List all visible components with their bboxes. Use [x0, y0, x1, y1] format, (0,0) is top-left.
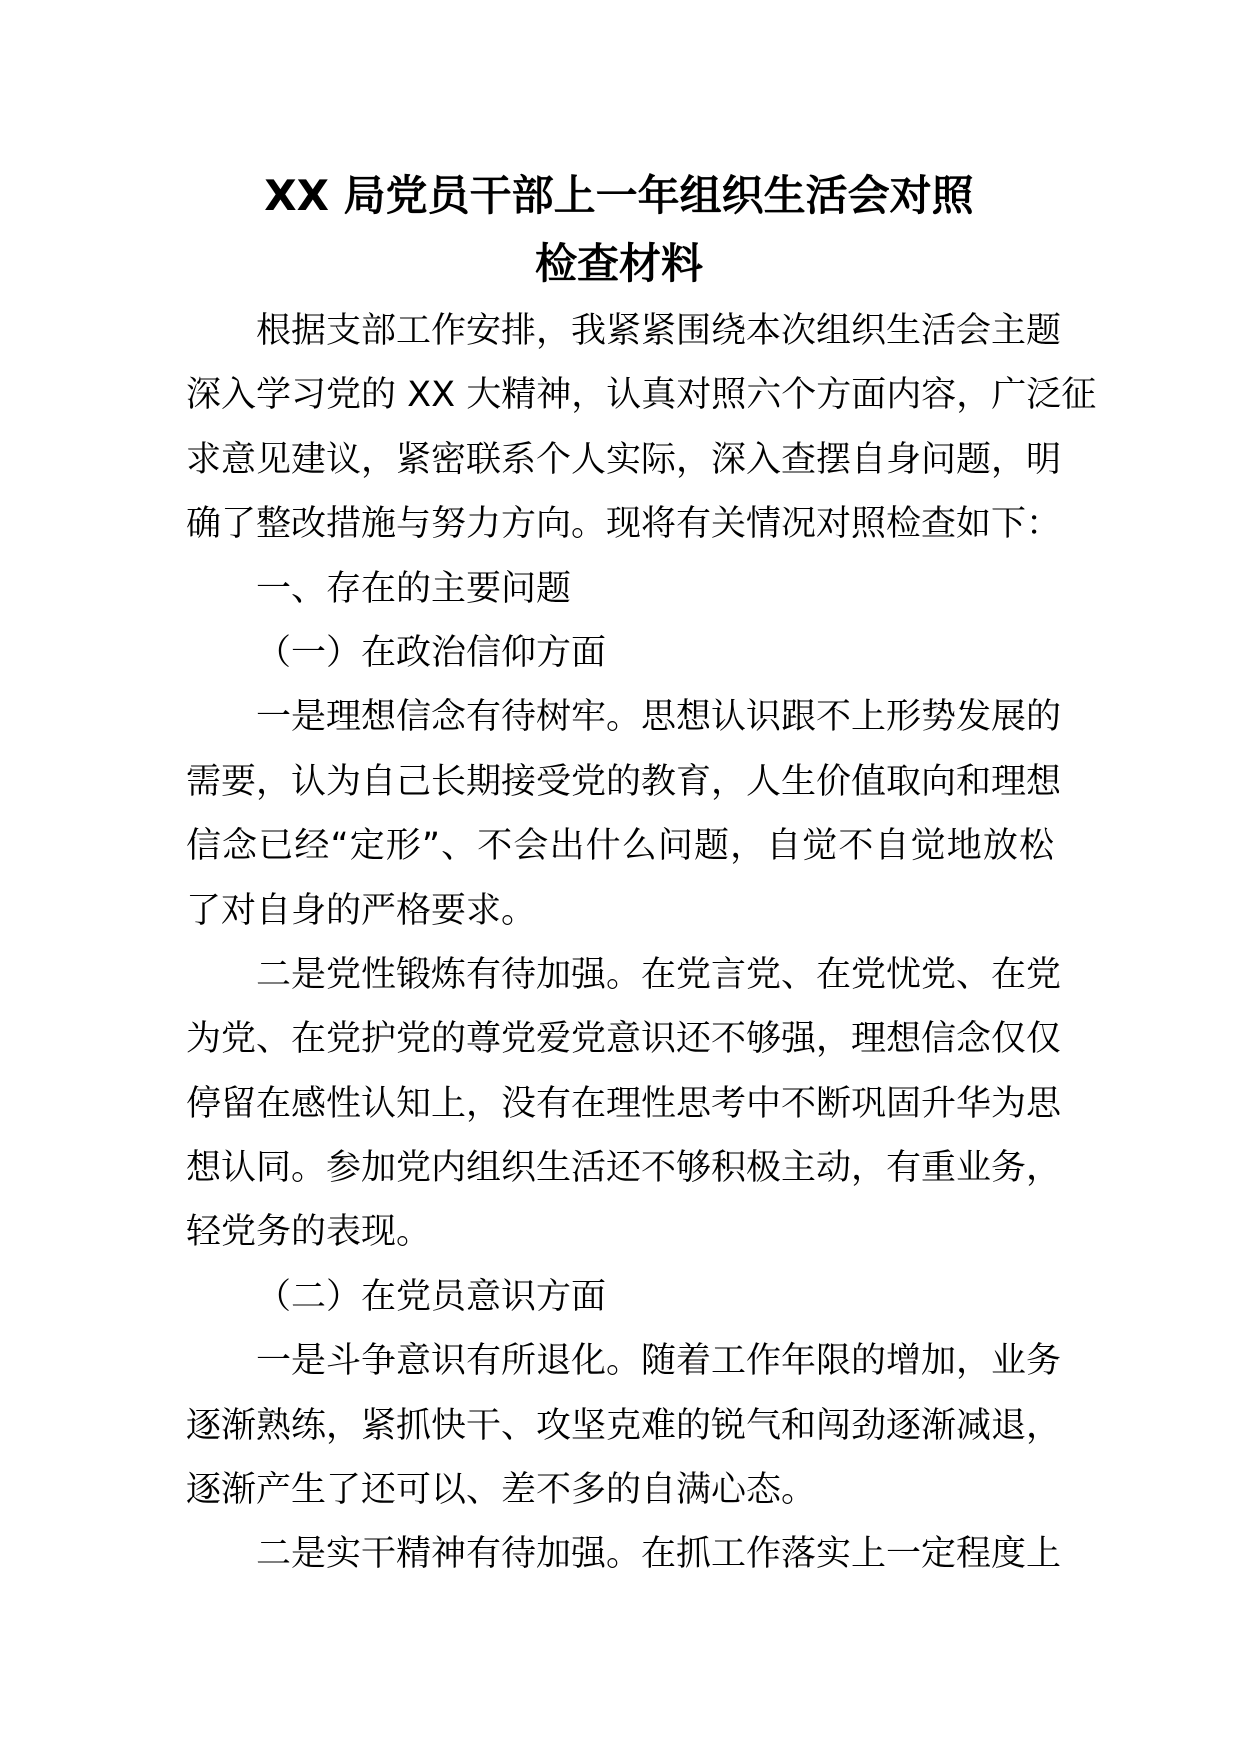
body-text-line: 了对自身的严格要求。 — [186, 890, 537, 931]
body-text-line: 根据支部工作安排，我紧紧围绕本次组织生活会主题 — [256, 311, 1062, 351]
body-text-line: 逐渐熟练，紧抓快干、攻坚克难的锐气和闯劲逐渐减退， — [186, 1405, 1062, 1446]
document-title-line-2: 检查材料 — [534, 239, 703, 288]
document-title-line-1: XX 局党员干部上一年组织生活会对照 — [264, 171, 974, 220]
body-text-line: （一）在政治信仰方面 — [256, 632, 607, 673]
body-text-line: 信念已经“定形”、不会出什么问题，自觉不自觉地放松 — [186, 826, 1054, 867]
body-text-line: 一、存在的主要问题 — [256, 568, 572, 609]
body-text-line: 一是斗争意识有所退化。随着工作年限的增加，业务 — [256, 1341, 1062, 1382]
body-text-line: 求意见建议，紧密联系个人实际，深入查摆自身问题，明 — [186, 439, 1062, 480]
body-text-line: 深入学习党的 XX 大精神，认真对照六个方面内容，广泛征 — [186, 375, 1097, 416]
body-text-line: 轻党务的表现。 — [186, 1212, 432, 1253]
body-text-line: 确了整改措施与努力方向。现将有关情况对照检查如下： — [186, 504, 1062, 545]
document-body — [186, 299, 1097, 1587]
body-text-line: 逐渐产生了还可以、差不多的自满心态。 — [186, 1470, 817, 1511]
body-text-line: 需要，认为自己长期接受党的教育，人生价值取向和理想 — [186, 761, 1062, 802]
body-text-line: 停留在感性认知上，没有在理性思考中不断巩固升华为思 — [186, 1083, 1062, 1124]
body-text-line: 二是实干精神有待加强。在抓工作落实上一定程度上 — [256, 1534, 1062, 1575]
body-text-line: （二）在党员意识方面 — [256, 1276, 607, 1317]
body-text-line: 为党、在党护党的尊党爱党意识还不够强，理想信念仅仅 — [186, 1019, 1062, 1060]
body-text-line: 二是党性锻炼有待加强。在党言党、在党忧党、在党 — [256, 954, 1062, 995]
body-text-line: 想认同。参加党内组织生活还不够积极主动，有重业务， — [186, 1148, 1062, 1189]
body-text-line: 一是理想信念有待树牢。思想认识跟不上形势发展的 — [256, 697, 1062, 738]
